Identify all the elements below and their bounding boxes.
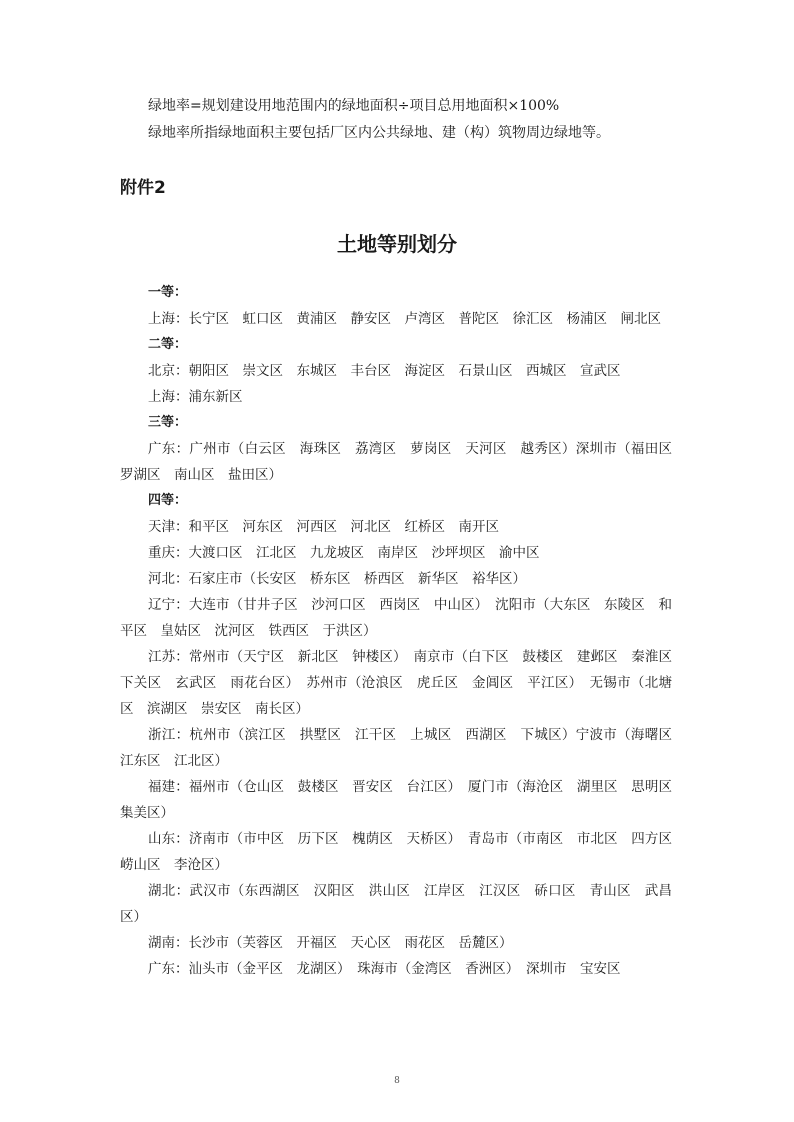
grade-4-tianjin: 天津：和平区 河东区 河西区 河北区 红桥区 南开区	[148, 519, 499, 535]
grade-4-chongqing: 重庆：大渡口区 江北区 九龙坡区 南岸区 沙坪坝区 渝中区	[148, 545, 540, 561]
green-area-note: 绿地率所指绿地面积主要包括厂区内公共绿地、建（构）筑物周边绿地等。	[148, 125, 610, 141]
page-number: 8	[394, 1076, 400, 1086]
grade-4-guangdong: 广东：汕头市（金平区 龙湖区） 珠海市（金湾区 香洲区） 深圳市 宝安区	[148, 961, 621, 977]
green-ratio-formula: 绿地率=规划建设用地范围内的绿地面积÷项目总用地面积×100%	[148, 98, 560, 114]
grade-2-beijing: 北京：朝阳区 崇文区 东城区 丰台区 海淀区 石景山区 西城区 宣武区	[148, 363, 621, 379]
grade-4-jiangsu: 江苏：常州市（天宁区 新北区 钟楼区） 南京市（白下区 鼓楼区 建邺区 秦淮区 下关区 玄武区 雨花台区） 苏州市（沧浪区 虎丘区 金阊区 平江区） 无锡市（北塘区 滨湖区 崇安区 南长区）	[120, 649, 686, 717]
grade-4-liaoning: 辽宁：大连市（甘井子区 沙河口区 西岗区 中山区） 沈阳市（大东区 东陵区 和平区 皇姑区 沈河区 铁西区 于洪区）	[120, 597, 672, 639]
land-grade-list	[120, 280, 686, 982]
grade-heading-1: 一等：	[148, 285, 188, 300]
page-title: 土地等别划分	[337, 232, 457, 256]
grade-4-hubei: 湖北：武汉市（东西湖区 汉阳区 洪山区 江岸区 江汉区 硚口区 青山区 武昌区）	[120, 883, 672, 925]
grade-heading-4: 四等：	[148, 493, 188, 508]
grade-heading-3: 三等：	[148, 415, 188, 430]
grade-4-hebei: 河北：石家庄市（长安区 桥东区 桥西区 新华区 裕华区）	[148, 571, 526, 587]
grade-2-shanghai: 上海：浦东新区	[148, 389, 243, 405]
grade-3-guangdong: 广东：广州市（白云区 海珠区 荔湾区 萝岗区 天河区 越秀区）深圳市（福田区 罗湖区 南山区 盐田区）	[120, 441, 686, 483]
grade-heading-2: 二等：	[148, 337, 188, 352]
grade-4-zhejiang: 浙江：杭州市（滨江区 拱墅区 江干区 上城区 西湖区 下城区）宁波市（海曙区 江东区 江北区）	[120, 727, 686, 769]
attachment-label: 附件2	[120, 178, 166, 198]
grade-1-shanghai: 上海：长宁区 虹口区 黄浦区 静安区 卢湾区 普陀区 徐汇区 杨浦区 闸北区	[148, 311, 661, 327]
grade-4-fujian: 福建：福州市（仓山区 鼓楼区 晋安区 台江区） 厦门市（海沧区 湖里区 思明区 集美区）	[120, 779, 686, 821]
grade-4-hunan: 湖南：长沙市（芙蓉区 开福区 天心区 雨花区 岳麓区）	[148, 935, 513, 951]
grade-4-shandong: 山东：济南市（市中区 历下区 槐荫区 天桥区） 青岛市（市南区 市北区 四方区 崂山区 李沧区）	[120, 831, 686, 873]
